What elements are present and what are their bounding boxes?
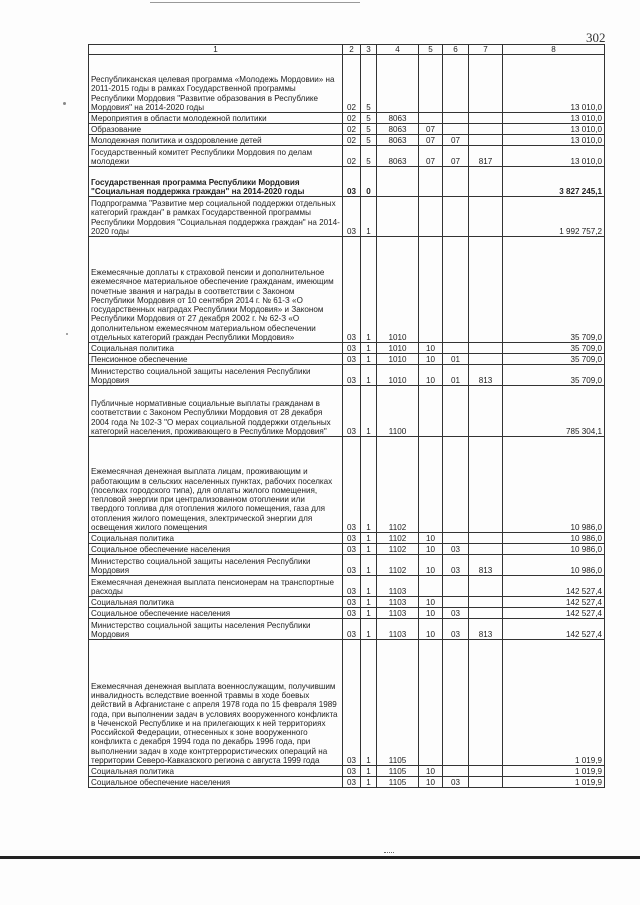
- table-row: [89, 437, 605, 533]
- code-cell: 03: [343, 619, 361, 640]
- code-cell: [469, 167, 503, 197]
- code-cell: 0: [361, 167, 377, 197]
- code-cell: 03: [343, 343, 361, 354]
- code-cell: [377, 55, 419, 113]
- row-description: Социальная политика: [89, 766, 343, 777]
- code-cell: [443, 597, 469, 608]
- code-cell: 02: [343, 113, 361, 124]
- code-cell: [443, 55, 469, 113]
- code-cell: [443, 343, 469, 354]
- code-cell: [419, 576, 443, 597]
- code-cell: 1: [361, 343, 377, 354]
- table-row: [89, 354, 605, 365]
- code-cell: [419, 640, 443, 766]
- code-cell: [469, 124, 503, 135]
- row-description: Министерство социальной защиты населения Республики Мордовия: [89, 365, 343, 386]
- code-cell: 1: [361, 576, 377, 597]
- code-cell: 03: [443, 544, 469, 555]
- code-cell: [469, 766, 503, 777]
- table-row: [89, 386, 605, 437]
- table-row: [89, 533, 605, 544]
- code-cell: 1: [361, 619, 377, 640]
- code-cell: 10: [419, 608, 443, 619]
- col-header: 8: [503, 45, 605, 55]
- code-cell: [419, 237, 443, 343]
- code-cell: [469, 386, 503, 437]
- row-description: Социальное обеспечение населения: [89, 777, 343, 788]
- code-cell: 1: [361, 354, 377, 365]
- code-cell: 02: [343, 135, 361, 146]
- row-description: Мероприятия в области молодежной политики: [89, 113, 343, 124]
- code-cell: 1010: [377, 365, 419, 386]
- code-cell: 1105: [377, 777, 419, 788]
- budget-table: [88, 44, 605, 788]
- code-cell: 01: [443, 354, 469, 365]
- code-cell: 07: [419, 124, 443, 135]
- amount-cell: 13 010,0: [503, 55, 605, 113]
- amount-cell: 10 986,0: [503, 544, 605, 555]
- code-cell: [419, 167, 443, 197]
- code-cell: 5: [361, 55, 377, 113]
- code-cell: [443, 237, 469, 343]
- code-cell: [469, 237, 503, 343]
- code-cell: 1102: [377, 555, 419, 576]
- code-cell: 1102: [377, 437, 419, 533]
- code-cell: [469, 608, 503, 619]
- code-cell: 03: [343, 608, 361, 619]
- col-header: 2: [343, 45, 361, 55]
- code-cell: 1: [361, 437, 377, 533]
- code-cell: [469, 135, 503, 146]
- table-row: [89, 608, 605, 619]
- table-row: [89, 619, 605, 640]
- top-scan-line: [150, 2, 360, 3]
- code-cell: 1: [361, 640, 377, 766]
- code-cell: 07: [419, 146, 443, 167]
- page-number: 302: [586, 30, 606, 45]
- code-cell: [443, 124, 469, 135]
- code-cell: 1103: [377, 597, 419, 608]
- row-description: Социальная политика: [89, 343, 343, 354]
- amount-cell: 1 019,9: [503, 777, 605, 788]
- amount-cell: 142 527,4: [503, 619, 605, 640]
- table-row: [89, 640, 605, 766]
- code-cell: 03: [343, 533, 361, 544]
- scan-speck: [66, 333, 68, 335]
- code-cell: [443, 640, 469, 766]
- amount-cell: 142 527,4: [503, 597, 605, 608]
- code-cell: [443, 437, 469, 533]
- code-cell: 1103: [377, 576, 419, 597]
- code-cell: 10: [419, 619, 443, 640]
- code-cell: 1010: [377, 354, 419, 365]
- code-cell: 1103: [377, 619, 419, 640]
- code-cell: [419, 113, 443, 124]
- code-cell: [443, 197, 469, 237]
- amount-cell: 35 709,0: [503, 237, 605, 343]
- code-cell: 1105: [377, 766, 419, 777]
- table-row: [89, 766, 605, 777]
- code-cell: 10: [419, 777, 443, 788]
- amount-cell: 35 709,0: [503, 365, 605, 386]
- table-row: [89, 135, 605, 146]
- code-cell: 10: [419, 766, 443, 777]
- scan-speck: [63, 102, 66, 105]
- table-row: [89, 597, 605, 608]
- code-cell: 813: [469, 555, 503, 576]
- code-cell: 10: [419, 365, 443, 386]
- code-cell: [443, 766, 469, 777]
- code-cell: [419, 55, 443, 113]
- code-cell: [469, 576, 503, 597]
- code-cell: 03: [343, 576, 361, 597]
- code-cell: 1100: [377, 386, 419, 437]
- table-row: [89, 167, 605, 197]
- code-cell: [469, 55, 503, 113]
- code-cell: [469, 640, 503, 766]
- code-cell: 03: [443, 555, 469, 576]
- table-row: [89, 343, 605, 354]
- code-cell: 03: [343, 597, 361, 608]
- code-cell: 03: [343, 237, 361, 343]
- amount-cell: 1 019,9: [503, 766, 605, 777]
- row-description: Государственная программа Республики Мордовия "Социальная поддержка граждан" на 2014-2020 годы: [89, 167, 343, 197]
- row-description: Ежемесячная денежная выплата военнослужащим, получившим инвалидность вследствие военной травмы в ходе боевых действий в Афганистане с апреля 1978 года по 15 февраля 1989 года, при выполнении задач в условиях вооруженного конфликта в Чеченской Республике и на прилегающих к ней территориях Российской Федерации, отнесенных к зоне вооруженного конфликта с декабря 1994 года по декабрь 1996 года, при выполнении задач в ходе контртеррористических операций на территории Северо-Кавказского региона с августа 1999 года: [89, 640, 343, 766]
- code-cell: [443, 167, 469, 197]
- code-cell: 1105: [377, 640, 419, 766]
- row-description: Социальная политика: [89, 533, 343, 544]
- row-description: Ежемесячные доплаты к страховой пенсии и дополнительное ежемесячное материальное обеспечение гражданам, имеющим почетные звания и награды в соответствии с Законом Республики Мордовия от 10 сентября 2014 г. № 61-З «О государственных наградах Республики Мордовия» и Законом Республики Мордовия от 27 декабря 2002 г. № 62-З «О дополнительном ежемесячном материальном обеспечении отдельных категорий граждан Республики Мордовия»: [89, 237, 343, 343]
- code-cell: 1: [361, 777, 377, 788]
- code-cell: 02: [343, 55, 361, 113]
- code-cell: 1: [361, 608, 377, 619]
- row-description: Подпрограмма "Развитие мер социальной поддержки отдельных категорий граждан" в рамках Государственной программы Республики Мордовия "Социальная поддержка граждан" на 2014-2020 годы: [89, 197, 343, 237]
- row-description: Социальное обеспечение населения: [89, 608, 343, 619]
- bottom-rule: [0, 856, 640, 859]
- code-cell: 03: [343, 365, 361, 386]
- code-cell: 03: [343, 555, 361, 576]
- code-cell: 1: [361, 597, 377, 608]
- code-cell: 10: [419, 555, 443, 576]
- code-cell: [443, 386, 469, 437]
- code-cell: 1: [361, 533, 377, 544]
- row-description: Социальное обеспечение населения: [89, 544, 343, 555]
- table-body: [89, 55, 605, 788]
- row-description: Министерство социальной защиты населения Республики Мордовия: [89, 619, 343, 640]
- code-cell: 03: [343, 777, 361, 788]
- amount-cell: 13 010,0: [503, 113, 605, 124]
- code-cell: [469, 354, 503, 365]
- table-row: [89, 237, 605, 343]
- code-cell: 03: [443, 777, 469, 788]
- table-row: [89, 113, 605, 124]
- code-cell: 03: [343, 354, 361, 365]
- code-cell: [377, 197, 419, 237]
- code-cell: 813: [469, 365, 503, 386]
- code-cell: [443, 576, 469, 597]
- amount-cell: 142 527,4: [503, 608, 605, 619]
- code-cell: 03: [443, 608, 469, 619]
- code-cell: 03: [343, 640, 361, 766]
- col-header: 4: [377, 45, 419, 55]
- code-cell: 5: [361, 146, 377, 167]
- code-cell: 8063: [377, 124, 419, 135]
- table-row: [89, 146, 605, 167]
- amount-cell: 142 527,4: [503, 576, 605, 597]
- code-cell: 8063: [377, 135, 419, 146]
- row-description: Молодежная политика и оздоровление детей: [89, 135, 343, 146]
- code-cell: [469, 597, 503, 608]
- code-cell: 1: [361, 386, 377, 437]
- amount-cell: 3 827 245,1: [503, 167, 605, 197]
- row-description: Ежемесячная денежная выплата пенсионерам на транспортные расходы: [89, 576, 343, 597]
- amount-cell: 10 986,0: [503, 437, 605, 533]
- code-cell: 03: [343, 197, 361, 237]
- code-cell: 8063: [377, 146, 419, 167]
- code-cell: 1: [361, 237, 377, 343]
- code-cell: 1103: [377, 608, 419, 619]
- code-cell: 5: [361, 113, 377, 124]
- amount-cell: 785 304,1: [503, 386, 605, 437]
- code-cell: 5: [361, 124, 377, 135]
- code-cell: [469, 544, 503, 555]
- code-cell: [469, 533, 503, 544]
- table-row: [89, 576, 605, 597]
- code-cell: 07: [443, 135, 469, 146]
- code-cell: 02: [343, 124, 361, 135]
- table-row: [89, 55, 605, 113]
- amount-cell: 13 010,0: [503, 124, 605, 135]
- code-cell: 03: [443, 619, 469, 640]
- code-cell: 1010: [377, 343, 419, 354]
- code-cell: [469, 113, 503, 124]
- code-cell: [469, 777, 503, 788]
- table-row: [89, 555, 605, 576]
- col-header: 6: [443, 45, 469, 55]
- code-cell: 03: [343, 386, 361, 437]
- scan-mark: [384, 849, 394, 853]
- code-cell: 1: [361, 197, 377, 237]
- table-row: [89, 777, 605, 788]
- code-cell: 10: [419, 343, 443, 354]
- col-header: 5: [419, 45, 443, 55]
- amount-cell: 35 709,0: [503, 354, 605, 365]
- row-description: Образование: [89, 124, 343, 135]
- code-cell: [469, 343, 503, 354]
- code-cell: 07: [419, 135, 443, 146]
- code-cell: [469, 197, 503, 237]
- code-cell: [419, 197, 443, 237]
- code-cell: 01: [443, 365, 469, 386]
- amount-cell: 13 010,0: [503, 135, 605, 146]
- code-cell: 813: [469, 619, 503, 640]
- code-cell: 03: [343, 544, 361, 555]
- code-cell: 03: [343, 437, 361, 533]
- row-description: Пенсионное обеспечение: [89, 354, 343, 365]
- code-cell: 1: [361, 555, 377, 576]
- code-cell: 1010: [377, 237, 419, 343]
- code-cell: 817: [469, 146, 503, 167]
- row-description: Публичные нормативные социальные выплаты гражданам в соответствии с Законом Республики Мордовия от 28 декабря 2004 года № 102-З "О мерах социальной поддержки отдельных категорий населения, проживающего в Республике Мордовия": [89, 386, 343, 437]
- code-cell: [443, 113, 469, 124]
- code-cell: 03: [343, 766, 361, 777]
- amount-cell: 1 992 757,2: [503, 197, 605, 237]
- table-row: [89, 365, 605, 386]
- row-description: Ежемесячная денежная выплата лицам, проживающим и работающим в сельских населенных пунктах, рабочих поселках (поселках городского типа), для оплаты жилого помещения, тепловой энергии при централизованном отоплении или твердого топлива для отопления жилого помещения, газа для отопления жилого помещения, электрической энергии для освещения жилого помещения: [89, 437, 343, 533]
- table-row: [89, 124, 605, 135]
- col-header: 3: [361, 45, 377, 55]
- table-row: [89, 197, 605, 237]
- amount-cell: 1 019,9: [503, 640, 605, 766]
- amount-cell: 35 709,0: [503, 343, 605, 354]
- row-description: Республиканская целевая программа «Молодежь Мордовии» на 2011-2015 годы в рамках Государственной программы Республики Мордовия "Развитие образования в Республике Мордовия" на 2014-2020 годы: [89, 55, 343, 113]
- row-description: Государственный комитет Республики Мордовия по делам молодежи: [89, 146, 343, 167]
- code-cell: 10: [419, 354, 443, 365]
- col-header: 7: [469, 45, 503, 55]
- code-cell: 8063: [377, 113, 419, 124]
- code-cell: 10: [419, 544, 443, 555]
- code-cell: 03: [343, 167, 361, 197]
- code-cell: 1: [361, 544, 377, 555]
- amount-cell: 10 986,0: [503, 533, 605, 544]
- code-cell: 1102: [377, 533, 419, 544]
- code-cell: 10: [419, 533, 443, 544]
- code-cell: [419, 386, 443, 437]
- amount-cell: 13 010,0: [503, 146, 605, 167]
- row-description: Социальная политика: [89, 597, 343, 608]
- code-cell: 1: [361, 766, 377, 777]
- table-row: [89, 544, 605, 555]
- table-header-row: [89, 45, 605, 55]
- code-cell: [469, 437, 503, 533]
- code-cell: [419, 437, 443, 533]
- code-cell: [377, 167, 419, 197]
- code-cell: 5: [361, 135, 377, 146]
- col-header: 1: [89, 45, 343, 55]
- code-cell: 07: [443, 146, 469, 167]
- code-cell: 10: [419, 597, 443, 608]
- code-cell: [443, 533, 469, 544]
- row-description: Министерство социальной защиты населения Республики Мордовия: [89, 555, 343, 576]
- code-cell: 1: [361, 365, 377, 386]
- amount-cell: 10 986,0: [503, 555, 605, 576]
- code-cell: 02: [343, 146, 361, 167]
- code-cell: 1102: [377, 544, 419, 555]
